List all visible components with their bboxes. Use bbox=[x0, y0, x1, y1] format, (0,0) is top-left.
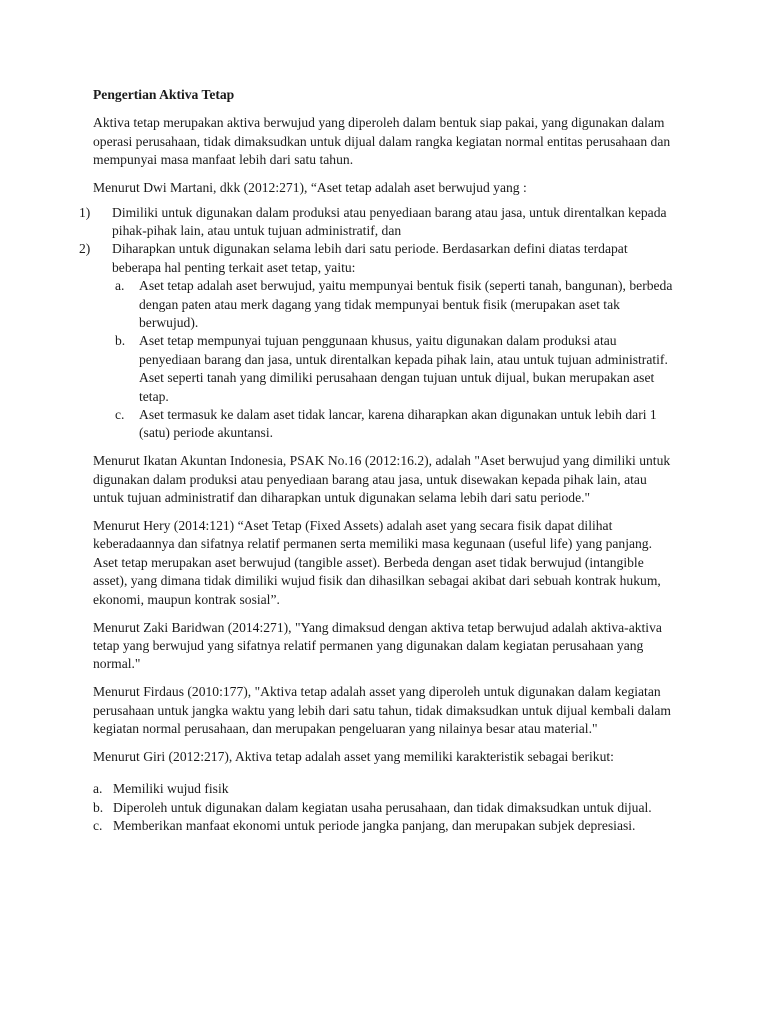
numbered-list bbox=[79, 204, 679, 443]
list-item bbox=[79, 240, 679, 442]
paragraph-dwi-martani: Menurut Dwi Martani, dkk (2012:271), “Aset tetap adalah aset berwujud yang : bbox=[93, 180, 527, 196]
list-item-text: Aset tetap adalah aset berwujud, yaitu mempunyai bentuk fisik (seperti tanah, bangunan), berbeda dengan paten atau merk dagang yang tidak mempunyai bentuk fisik (merupakan aset tak berwujud). bbox=[139, 278, 673, 330]
list-item-text: Aset termasuk ke dalam aset tidak lancar, karena diharapkan akan digunakan untuk lebih dari 1 (satu) periode akuntansi. bbox=[139, 407, 657, 441]
paragraph-firdaus: Menurut Firdaus (2010:177), "Aktiva tetap adalah asset yang diperoleh untuk digunakan dalam kegiatan perusahaan untuk jangka waktu yang lebih dari satu tahun, tidak dimaksudkan untuk dijual kembali dalam kegiatan normal perusahaan, dan merupakan pengeluaran yang nilainya besar atau material." bbox=[93, 684, 671, 737]
paragraph-giri: Menurut Giri (2012:217), Aktiva tetap adalah asset yang memiliki karakteristik sebagai berikut: bbox=[93, 749, 614, 764]
sub-list bbox=[112, 277, 679, 443]
list-item-text: Memiliki wujud fisik bbox=[113, 781, 229, 797]
paragraph-psak: Menurut Ikatan Akuntan Indonesia, PSAK No.16 (2012:16.2), adalah "Aset berwujud yang dimiliki untuk digunakan dalam produksi atau penyediaan barang atau jasa, untuk disewakan kepada pihak lain, atau untuk tujuan administratif dan diharapkan untuk digunakan selama lebih dari satu periode." bbox=[93, 453, 671, 506]
sub-list-item bbox=[112, 332, 679, 406]
list-marker: 1) bbox=[79, 204, 91, 220]
paragraph-hery: Menurut Hery (2014:121) “Aset Tetap (Fixed Assets) adalah aset yang secara fisik dapat dilihat keberadaannya dan sifatnya relatif permanen serta memiliki masa kegunaan (useful life) yang panjang. Aset tetap merupakan aset berwujud (tangible asset). Berbeda dengan aset tidak berwujud (intangible asset), yang dimana tidak dimiliki wujud fisik dan dihasilkan sebagai akibat dari sebuah kontrak hukum, ekonomi, maupun kontrak sosial”. bbox=[93, 518, 661, 607]
document-title: Pengertian Aktiva Tetap bbox=[93, 87, 235, 102]
giri-characteristics-list bbox=[93, 780, 679, 835]
list-marker: 2) bbox=[79, 241, 91, 257]
list-marker: b. bbox=[93, 799, 104, 815]
list-marker: c. bbox=[93, 818, 103, 834]
list-item-text: Diharapkan untuk digunakan selama lebih dari satu periode. Berdasarkan defini diatas terdapat beberapa hal penting terkait aset tetap, yaitu: bbox=[112, 241, 628, 275]
list-marker: a. bbox=[115, 278, 125, 294]
list-item bbox=[93, 817, 679, 835]
sub-list-item bbox=[112, 406, 679, 443]
list-item bbox=[93, 780, 679, 798]
list-item-text: Dimiliki untuk digunakan dalam produksi atau penyediaan barang atau jasa, untuk direntalkan kepada pihak-pihak lain, atau untuk tujuan administratif, dan bbox=[112, 204, 667, 238]
list-marker: b. bbox=[115, 333, 126, 349]
list-marker: c. bbox=[115, 407, 125, 422]
paragraph-definition: Aktiva tetap merupakan aktiva berwujud yang diperoleh dalam bentuk siap pakai, yang digunakan dalam operasi perusahaan, tidak dimaksudkan untuk dijual dalam rangka kegiatan normal entitas perusahaan dan mempunyai masa manfaat lebih dari satu tahun. bbox=[93, 115, 671, 168]
list-item-text: Aset tetap mempunyai tujuan penggunaan khusus, yaitu digunakan dalam produksi atau penyediaan barang dan jasa, untuk direntalkan kepada pihak lain, atau untuk tujuan administratif. Aset seperti tanah yang dimiliki perusahaan dengan tujuan untuk dijual, bukan merupakan aset tetap. bbox=[139, 333, 668, 404]
list-item bbox=[93, 799, 679, 817]
list-item-text: Memberikan manfaat ekonomi untuk periode jangka panjang, dan merupakan subjek depresiasi. bbox=[113, 818, 636, 834]
sub-list-item bbox=[112, 277, 679, 332]
list-item bbox=[79, 204, 679, 241]
paragraph-zaki-baridwan: Menurut Zaki Baridwan (2014:271), "Yang dimaksud dengan aktiva tetap berwujud adalah aktiva-aktiva tetap yang berwujud yang sifatnya relatif permanen yang digunakan dalam kegiatan perusahaan yang normal." bbox=[93, 619, 662, 672]
list-marker: a. bbox=[93, 781, 103, 797]
list-item-text: Diperoleh untuk digunakan dalam kegiatan usaha perusahaan, dan tidak dimaksudkan untuk dijual. bbox=[113, 799, 652, 815]
document-page bbox=[79, 86, 679, 836]
